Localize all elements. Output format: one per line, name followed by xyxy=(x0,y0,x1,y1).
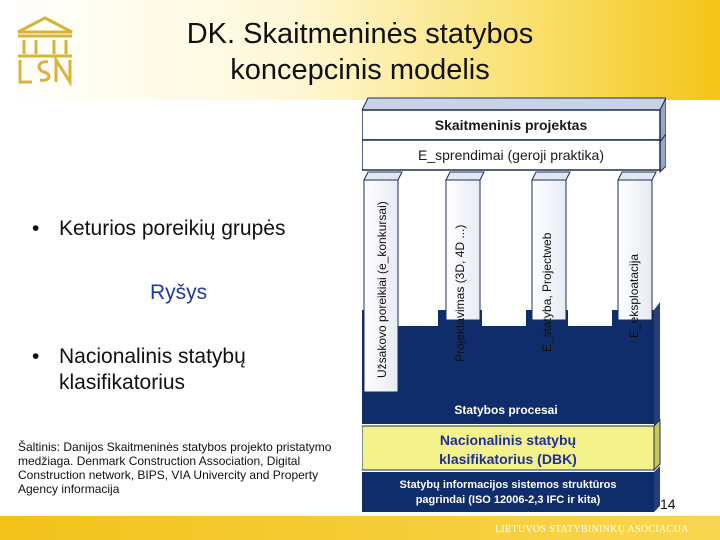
basis-line-2: pagrindai (ISO 12006-2,3 IFC ir kita) xyxy=(415,494,601,506)
bullet-text: Keturios poreikių grupės xyxy=(59,217,286,240)
page-number: 14 xyxy=(660,496,676,512)
top-box-label: Skaitmeninis projektas xyxy=(434,117,588,133)
pillar-uzsakovo-poreikiai xyxy=(364,172,402,392)
title-line-2: koncepcinis modelis xyxy=(230,54,490,86)
box-e-sprendimai xyxy=(362,134,666,172)
slide-title xyxy=(130,16,590,88)
pillar-e-eksploatacija xyxy=(618,172,656,338)
pillar-label-2: Projektavimas (3D, 4D ...) xyxy=(453,224,467,362)
footer-text: LIETUVOS STATYBININKŲ ASOCIACIJA xyxy=(495,524,689,535)
basis-line-1: Statybų informacijos sistemos struktūros xyxy=(399,479,617,491)
dbk-line-2: klasifikatorius (DBK) xyxy=(439,451,577,467)
statybos-procesai-text: Statybos procesai xyxy=(454,403,558,417)
title-line-1: DK. Skaitmeninės statybos xyxy=(186,18,534,50)
bullet-text-line-1: Nacionalinis statybų xyxy=(59,345,246,368)
source-note: Šaltinis: Danijos Skaitmeninės statybos projekto pristatymo medžiaga. Denmark Construction Association, Digital Construction network, BIPS, VIA Univercity and Property Agency informacija xyxy=(18,440,332,496)
association-logo xyxy=(10,14,80,86)
pillar-label-4: E_eksploatacija xyxy=(627,253,641,338)
link-rysys[interactable]: Ryšys xyxy=(150,281,208,304)
concept-diagram xyxy=(362,94,666,516)
pillar-label-3: E_statyba, Projectweb xyxy=(540,232,554,352)
bullet-text-line-2: klasifikatorius xyxy=(59,371,186,394)
navy-base-block xyxy=(362,302,660,400)
e-sprendimai-label: E_sprendimai (geroji praktika) xyxy=(418,147,604,163)
dbk-line-1: Nacionalinis statybų xyxy=(439,432,577,448)
top-box-skaitmeninis-projektas xyxy=(362,98,666,142)
dbk-band xyxy=(362,420,660,470)
basis-band xyxy=(362,466,660,512)
pillar-label-1: Užsakovo poreikiai (e_konkursai) xyxy=(375,201,389,378)
